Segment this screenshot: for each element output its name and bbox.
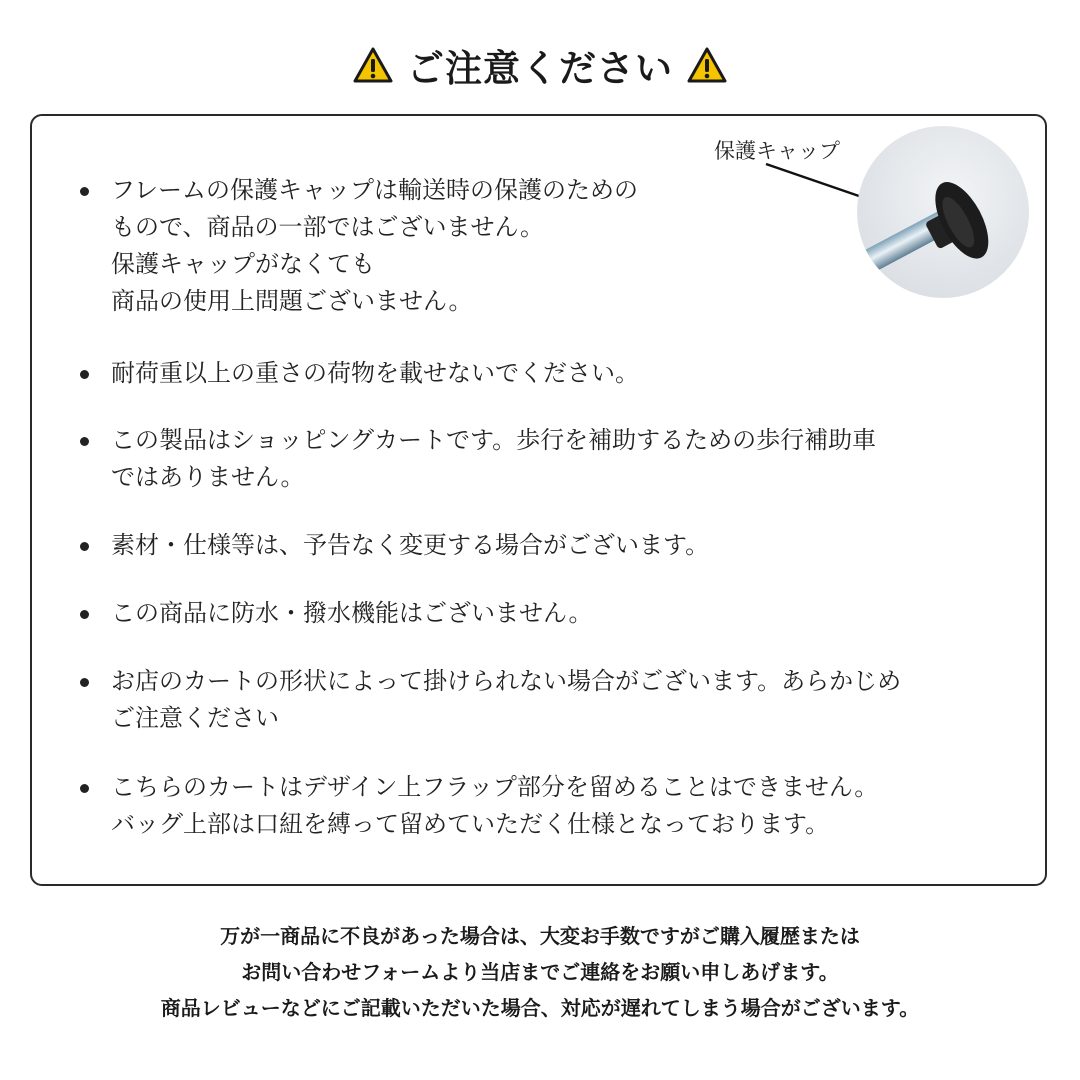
warning-icon (687, 47, 727, 83)
notice-line: この製品はショッピングカートです。歩行を補助するための歩行補助車 (111, 426, 877, 454)
notice-item (82, 172, 638, 320)
footer-line: お問い合わせフォームより当店までご連絡をお願い申しあげます。 (241, 960, 839, 984)
notice-item (82, 663, 901, 737)
notice-line: 耐荷重以上の重さの荷物を載せないでください。 (111, 359, 639, 387)
bullet-icon (80, 678, 89, 687)
notice-line: ではありません。 (111, 463, 305, 491)
notice-line: バッグ上部は口紐を縛って留めていただく仕様となっております。 (111, 810, 830, 838)
notice-line: ご注意ください (111, 704, 279, 732)
bullet-icon (80, 187, 89, 196)
bullet-icon (80, 610, 89, 619)
notice-line: この商品に防水・撥水機能はございません。 (111, 599, 593, 627)
notice-item (82, 595, 592, 632)
notice-item (82, 769, 878, 843)
title-text: ご注意ください (407, 47, 673, 90)
notice-line: 保護キャップがなくても (111, 250, 375, 278)
notice-item (82, 527, 709, 564)
notice-line: もので、商品の一部ではございません。 (111, 213, 544, 241)
notice-line: 素材・仕様等は、予告なく変更する場合がございます。 (111, 531, 710, 559)
bullet-icon (80, 784, 89, 793)
page-title (0, 38, 1080, 92)
footer-note (0, 918, 1080, 1026)
notice-line: こちらのカートはデザイン上フラップ部分を留めることはできません。 (111, 773, 879, 801)
notice-item (82, 422, 876, 496)
bullet-icon (80, 542, 89, 551)
protective-cap-image (857, 126, 1029, 298)
warning-icon (353, 47, 393, 83)
cap-label: 保護キャップ (714, 139, 840, 163)
bullet-icon (80, 370, 89, 379)
notice-line: フレームの保護キャップは輸送時の保護のための (111, 176, 639, 204)
notice-line: 商品の使用上問題ございません。 (111, 287, 473, 315)
notice-line: お店のカートの形状によって掛けられない場合がございます。あらかじめ (111, 667, 902, 695)
notice-item (82, 355, 639, 392)
footer-line: 万が一商品に不良があった場合は、大変お手数ですがご購入履歴または (220, 924, 860, 948)
footer-line: 商品レビューなどにご記載いただいた場合、対応が遅れてしまう場合がございます。 (160, 996, 920, 1020)
bullet-icon (80, 437, 89, 446)
